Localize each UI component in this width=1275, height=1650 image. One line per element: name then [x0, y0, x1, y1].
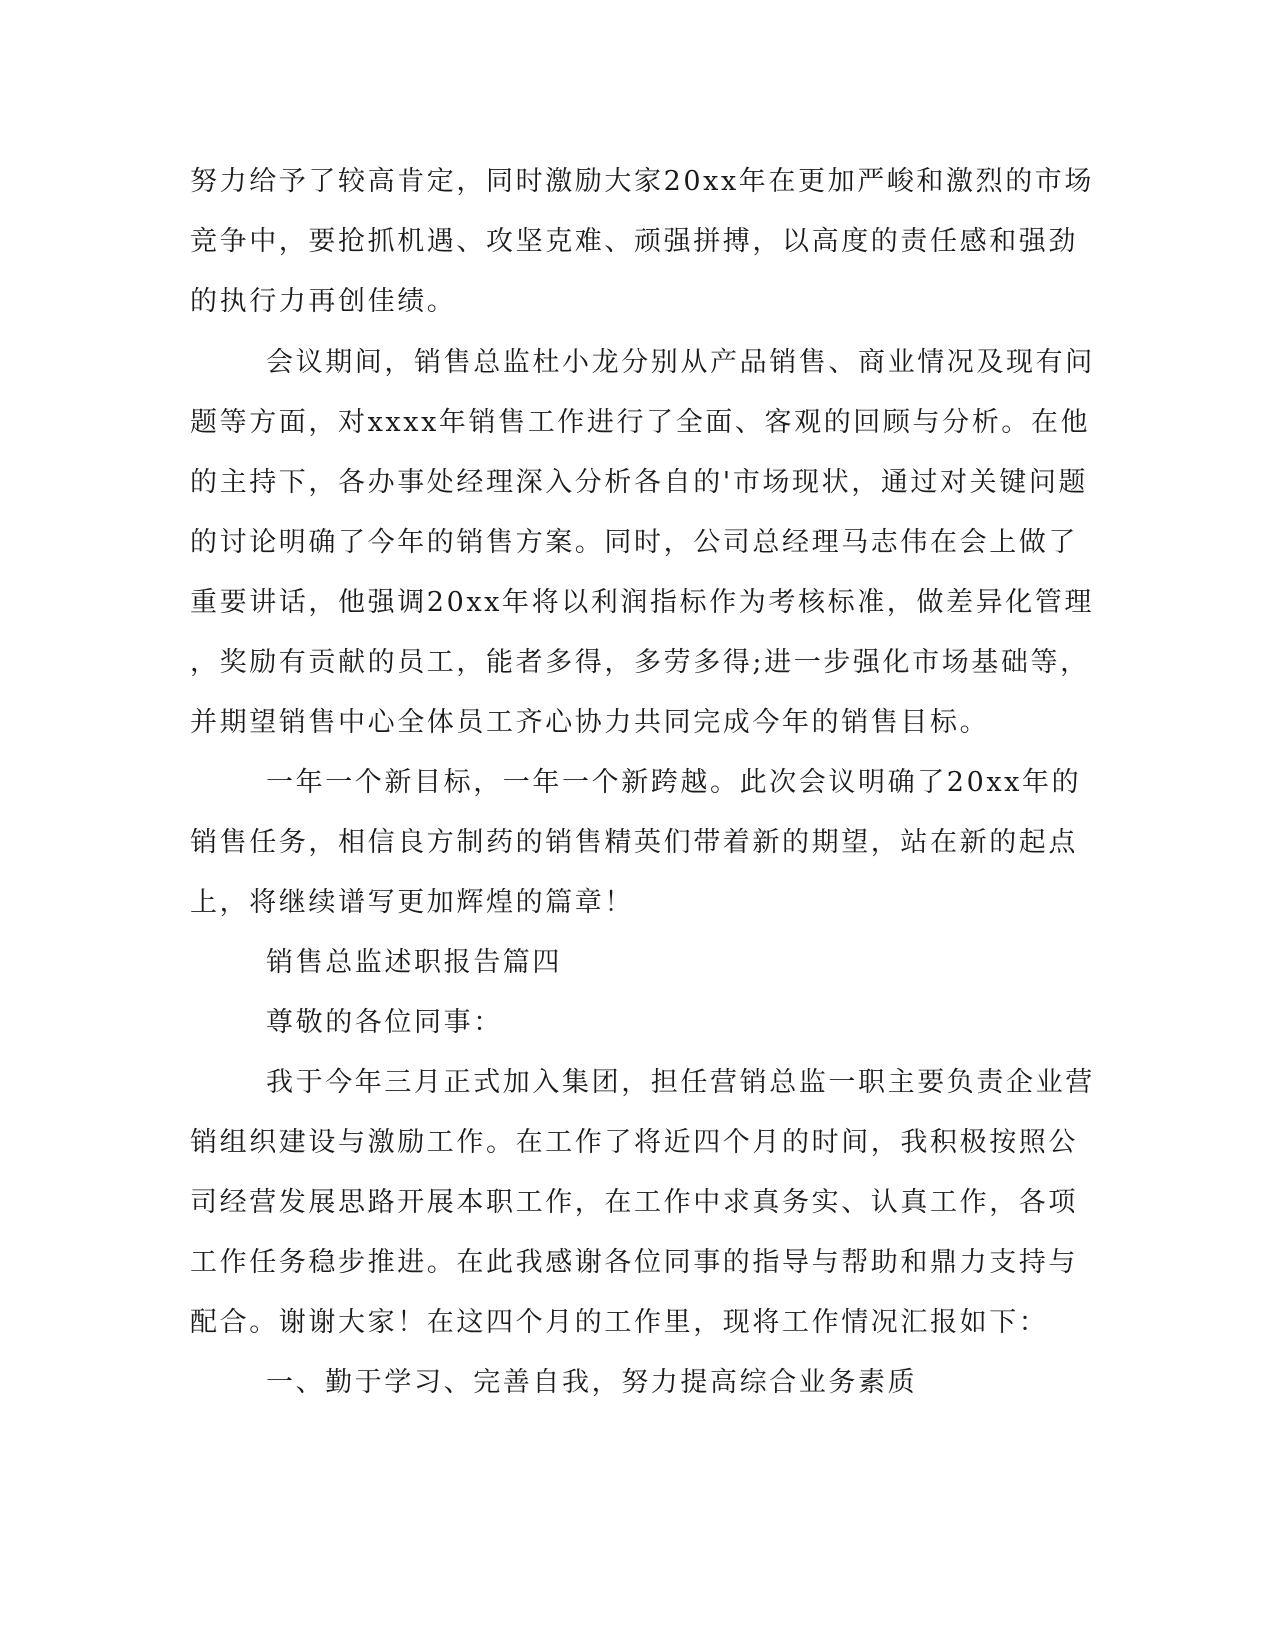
text-line-5: 题等方面，对xxxx年销售工作进行了全面、客观的回顾与分析。在他 [190, 407, 1091, 438]
text-line-16: 我于今年三月正式加入集团，担任营销总监一职主要负责企业营 [266, 1067, 1095, 1098]
text-line-11: 一年一个新目标，一年一个新跨越。此次会议明确了20xx年的 [266, 767, 1082, 798]
text-line-20: 配合。谢谢大家！在这四个月的工作里，现将工作情况汇报如下： [190, 1307, 1049, 1338]
text-line-3: 的执行力再创佳绩。 [190, 286, 457, 317]
subheading-1: 一、勤于学习、完善自我，努力提高综合业务素质 [266, 1367, 918, 1398]
text-line-10: 并期望销售中心全体员工齐心协力共同完成今年的销售目标。 [190, 707, 990, 738]
text-line-19: 工作任务稳步推进。在此我感谢各位同事的指导与帮助和鼎力支持与 [190, 1247, 1078, 1278]
text-line-1: 努力给予了较高肯定，同时激励大家20xx年在更加严峻和激烈的市场 [190, 166, 1095, 197]
text-line-7: 的讨论明确了今年的销售方案。同时，公司总经理马志伟在会上做了 [190, 527, 1078, 558]
section-heading: 销售总监述职报告篇四 [266, 947, 562, 978]
text-line-2: 竞争中，要抢抓机遇、攻坚克难、顽强拼搏，以高度的责任感和强劲 [190, 226, 1078, 257]
text-line-17: 销组织建设与激励工作。在工作了将近四个月的时间，我积极按照公 [190, 1127, 1078, 1158]
text-line-9: ，奖励有贡献的员工，能者多得，多劳多得;进一步强化市场基础等， [190, 647, 1090, 678]
text-line-13: 上，将继续谱写更加辉煌的篇章！ [190, 887, 634, 918]
text-line-4: 会议期间，销售总监杜小龙分别从产品销售、商业情况及现有问 [266, 347, 1095, 378]
text-line-8: 重要讲话，他强调20xx年将以利润指标作为考核标准，做差异化管理 [190, 587, 1095, 618]
text-line-18: 司经营发展思路开展本职工作，在工作中求真务实、认真工作，各项 [190, 1187, 1078, 1218]
text-line-12: 销售任务，相信良方制药的销售精英们带着新的期望，站在新的起点 [190, 827, 1078, 858]
salutation: 尊敬的各位同事： [266, 1007, 503, 1038]
text-line-6: 的主持下，各办事处经理深入分析各自的'市场现状，通过对关键问题 [190, 467, 1089, 498]
